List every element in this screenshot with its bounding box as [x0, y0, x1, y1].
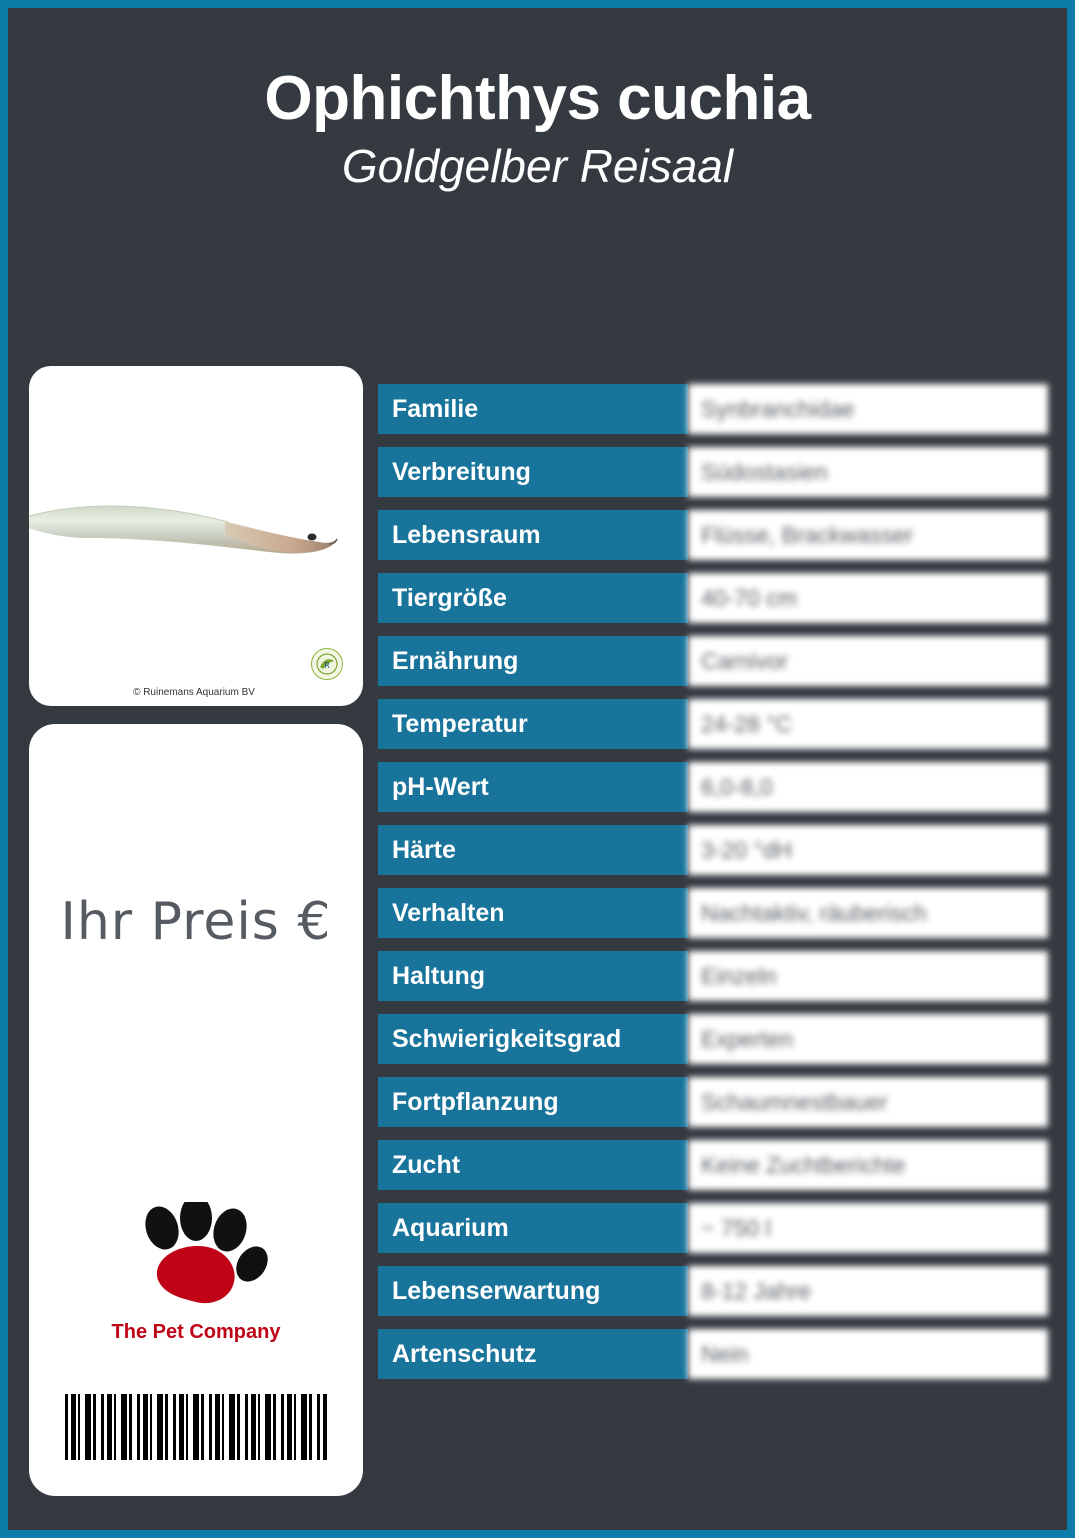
attribute-key: Ernährung — [378, 636, 688, 686]
card-body — [8, 366, 1067, 1530]
species-photo-panel — [29, 366, 363, 706]
attribute-key: Verhalten — [378, 888, 688, 938]
attribute-value: 6,0-8,0 — [688, 762, 1048, 812]
attribute-key: Aquarium — [378, 1203, 688, 1253]
species-info-card — [8, 8, 1067, 1530]
attribute-value: Südostasien — [688, 447, 1048, 497]
attribute-key: Lebensraum — [378, 510, 688, 560]
price-panel — [29, 724, 363, 1496]
table-row — [378, 384, 1048, 434]
attribute-key: Zucht — [378, 1140, 688, 1190]
brand-logo — [29, 1202, 363, 1344]
attribute-key: Härte — [378, 825, 688, 875]
attribute-key: pH-Wert — [378, 762, 688, 812]
attribute-value: ~ 750 l — [688, 1203, 1048, 1253]
attribute-value: Nein — [688, 1329, 1048, 1379]
attribute-key: Familie — [378, 384, 688, 434]
barcode-icon — [65, 1394, 327, 1460]
attributes-table — [378, 384, 1048, 1392]
attribute-key: Tiergröße — [378, 573, 688, 623]
attribute-value: 24-28 °C — [688, 699, 1048, 749]
table-row — [378, 825, 1048, 875]
common-name: Goldgelber Reisaal — [341, 140, 734, 193]
table-row — [378, 447, 1048, 497]
attribute-key: Artenschutz — [378, 1329, 688, 1379]
attribute-value: Synbranchidae — [688, 384, 1048, 434]
attribute-value: Schaumnestbauer — [688, 1077, 1048, 1127]
table-row — [378, 762, 1048, 812]
card-header — [8, 8, 1067, 192]
left-column — [29, 366, 363, 1496]
table-row — [378, 573, 1048, 623]
attribute-value: 8-12 Jahre — [688, 1266, 1048, 1316]
attribute-key: Schwierigkeitsgrad — [378, 1014, 688, 1064]
table-row — [378, 888, 1048, 938]
table-row — [378, 1140, 1048, 1190]
table-row — [378, 510, 1048, 560]
table-row — [378, 1329, 1048, 1379]
table-row — [378, 1014, 1048, 1064]
table-row — [378, 1266, 1048, 1316]
attribute-value: Flüsse, Brackwasser — [688, 510, 1048, 560]
table-row — [378, 699, 1048, 749]
scientific-name: Ophichthys cuchia — [264, 64, 811, 133]
attribute-value: Keine Zuchtberichte — [688, 1140, 1048, 1190]
eel-photo-icon — [29, 482, 339, 577]
brand-name: The Pet Company — [111, 1321, 281, 1343]
price-label: Ihr Preis € — [60, 892, 332, 952]
table-row — [378, 951, 1048, 1001]
svg-text:R: R — [324, 661, 330, 670]
attribute-key: Verbreitung — [378, 447, 688, 497]
ruinemans-logo-icon — [311, 648, 343, 680]
attribute-key: Lebenserwartung — [378, 1266, 688, 1316]
attribute-value: Nachtaktiv, räuberisch — [688, 888, 1048, 938]
attribute-value: Carnivor — [688, 636, 1048, 686]
attribute-value: 3-20 °dH — [688, 825, 1048, 875]
table-row — [378, 636, 1048, 686]
table-row — [378, 1203, 1048, 1253]
attribute-key: Fortpflanzung — [378, 1077, 688, 1127]
attribute-key: Haltung — [378, 951, 688, 1001]
attribute-value: Einzeln — [688, 951, 1048, 1001]
attribute-value: Experten — [688, 1014, 1048, 1064]
photo-credit: © Ruinemans Aquarium BV — [133, 687, 255, 698]
table-row — [378, 1077, 1048, 1127]
paw-print-icon — [106, 1202, 286, 1312]
attribute-key: Temperatur — [378, 699, 688, 749]
attribute-value: 40-70 cm — [688, 573, 1048, 623]
